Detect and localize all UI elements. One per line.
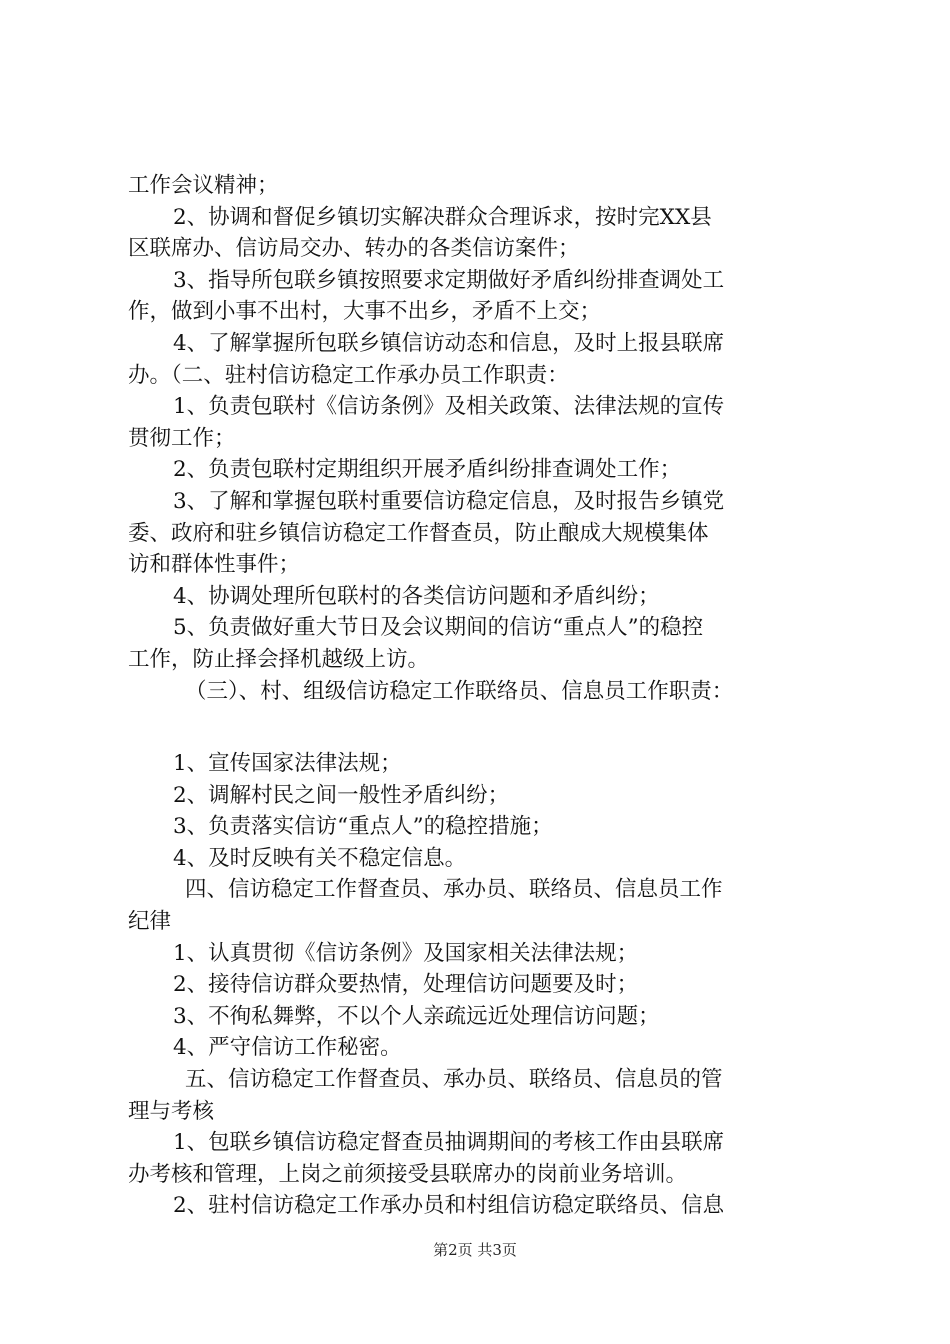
text-line: 2、调解村民之间一般性矛盾纠纷；: [173, 782, 510, 808]
text-line: 工作会议精神；: [128, 173, 279, 198]
page-number-label: 第2页 共3页: [433, 1241, 517, 1259]
text-line: 4、及时反映有关不稳定信息。: [173, 845, 467, 871]
text-line: 2、接待信访群众要热情，处理信访问题要及时；: [173, 972, 639, 998]
text-line: 办考核和管理，上岗之前须接受县联席办的岗前业务培训。: [128, 1161, 688, 1187]
section-heading: （三）、村、组级信访稳定工作联络员、信息员工作职责：: [185, 678, 734, 704]
page-footer: [0, 1240, 950, 1260]
text-line: 2、驻村信访稳定工作承办员和村组信访稳定联络员、信息: [173, 1193, 725, 1219]
text-line: 纪律: [128, 909, 172, 935]
section-heading: 五、信访稳定工作督查员、承办员、联络员、信息员的管: [185, 1067, 723, 1093]
text-line: 3、不徇私舞弊，不以个人亲疏远近处理信访问题；: [173, 1003, 660, 1029]
text-line: 2、负责包联村定期组织开展矛盾纠纷排查调处工作；: [173, 457, 682, 483]
text-line: 1、认真贯彻《信访条例》及国家相关法律法规；: [173, 940, 639, 966]
document-body: [128, 170, 838, 1222]
text-line: 委、政府和驻乡镇信访稳定工作督查员，防止酿成大规模集体: [128, 520, 709, 546]
text-line: 4、了解掌握所包联乡镇信访动态和信息，及时上报县联席: [173, 330, 725, 356]
text-line: 3、了解和掌握包联村重要信访稳定信息，及时报告乡镇党: [173, 488, 725, 514]
text-line: 工作，防止择会择机越级上访。: [128, 646, 430, 672]
text-line: 4、严守信访工作秘密。: [173, 1035, 402, 1061]
text-line: 3、指导所包联乡镇按照要求定期做好矛盾纠纷排查调处工: [173, 267, 725, 293]
section-heading: 四、信访稳定工作督查员、承办员、联络员、信息员工作: [185, 877, 723, 903]
text-line: 作，做到小事不出村，大事不出乡，矛盾不上交；: [128, 299, 602, 325]
text-line: 1、包联乡镇信访稳定督查员抽调期间的考核工作由县联席: [173, 1130, 725, 1156]
text-line: 理与考核: [128, 1098, 215, 1124]
text-line: 区联席办、信访局交办、转办的各类信访案件；: [128, 236, 580, 262]
text-line: 1、宣传国家法律法规；: [173, 751, 402, 777]
text-line: 访和群体性事件；: [128, 552, 301, 578]
text-line: 3、负责落实信访“重点人”的稳控措施；: [173, 814, 553, 840]
text-line: 办。（二、驻村信访稳定工作承办员工作职责：: [128, 362, 569, 388]
text-line: 2、协调和督促乡镇切实解决群众合理诉求，按时完XX县: [173, 204, 712, 230]
text-line: 5、负责做好重大节日及会议期间的信访“重点人”的稳控: [173, 615, 704, 641]
text-line: 1、负责包联村《信访条例》及相关政策、法律法规的宣传: [173, 394, 725, 420]
paragraph-gap: [128, 707, 838, 748]
text-line: 贯彻工作；: [128, 425, 236, 451]
text-line: 4、协调处理所包联村的各类信访问题和矛盾纠纷；: [173, 583, 660, 609]
